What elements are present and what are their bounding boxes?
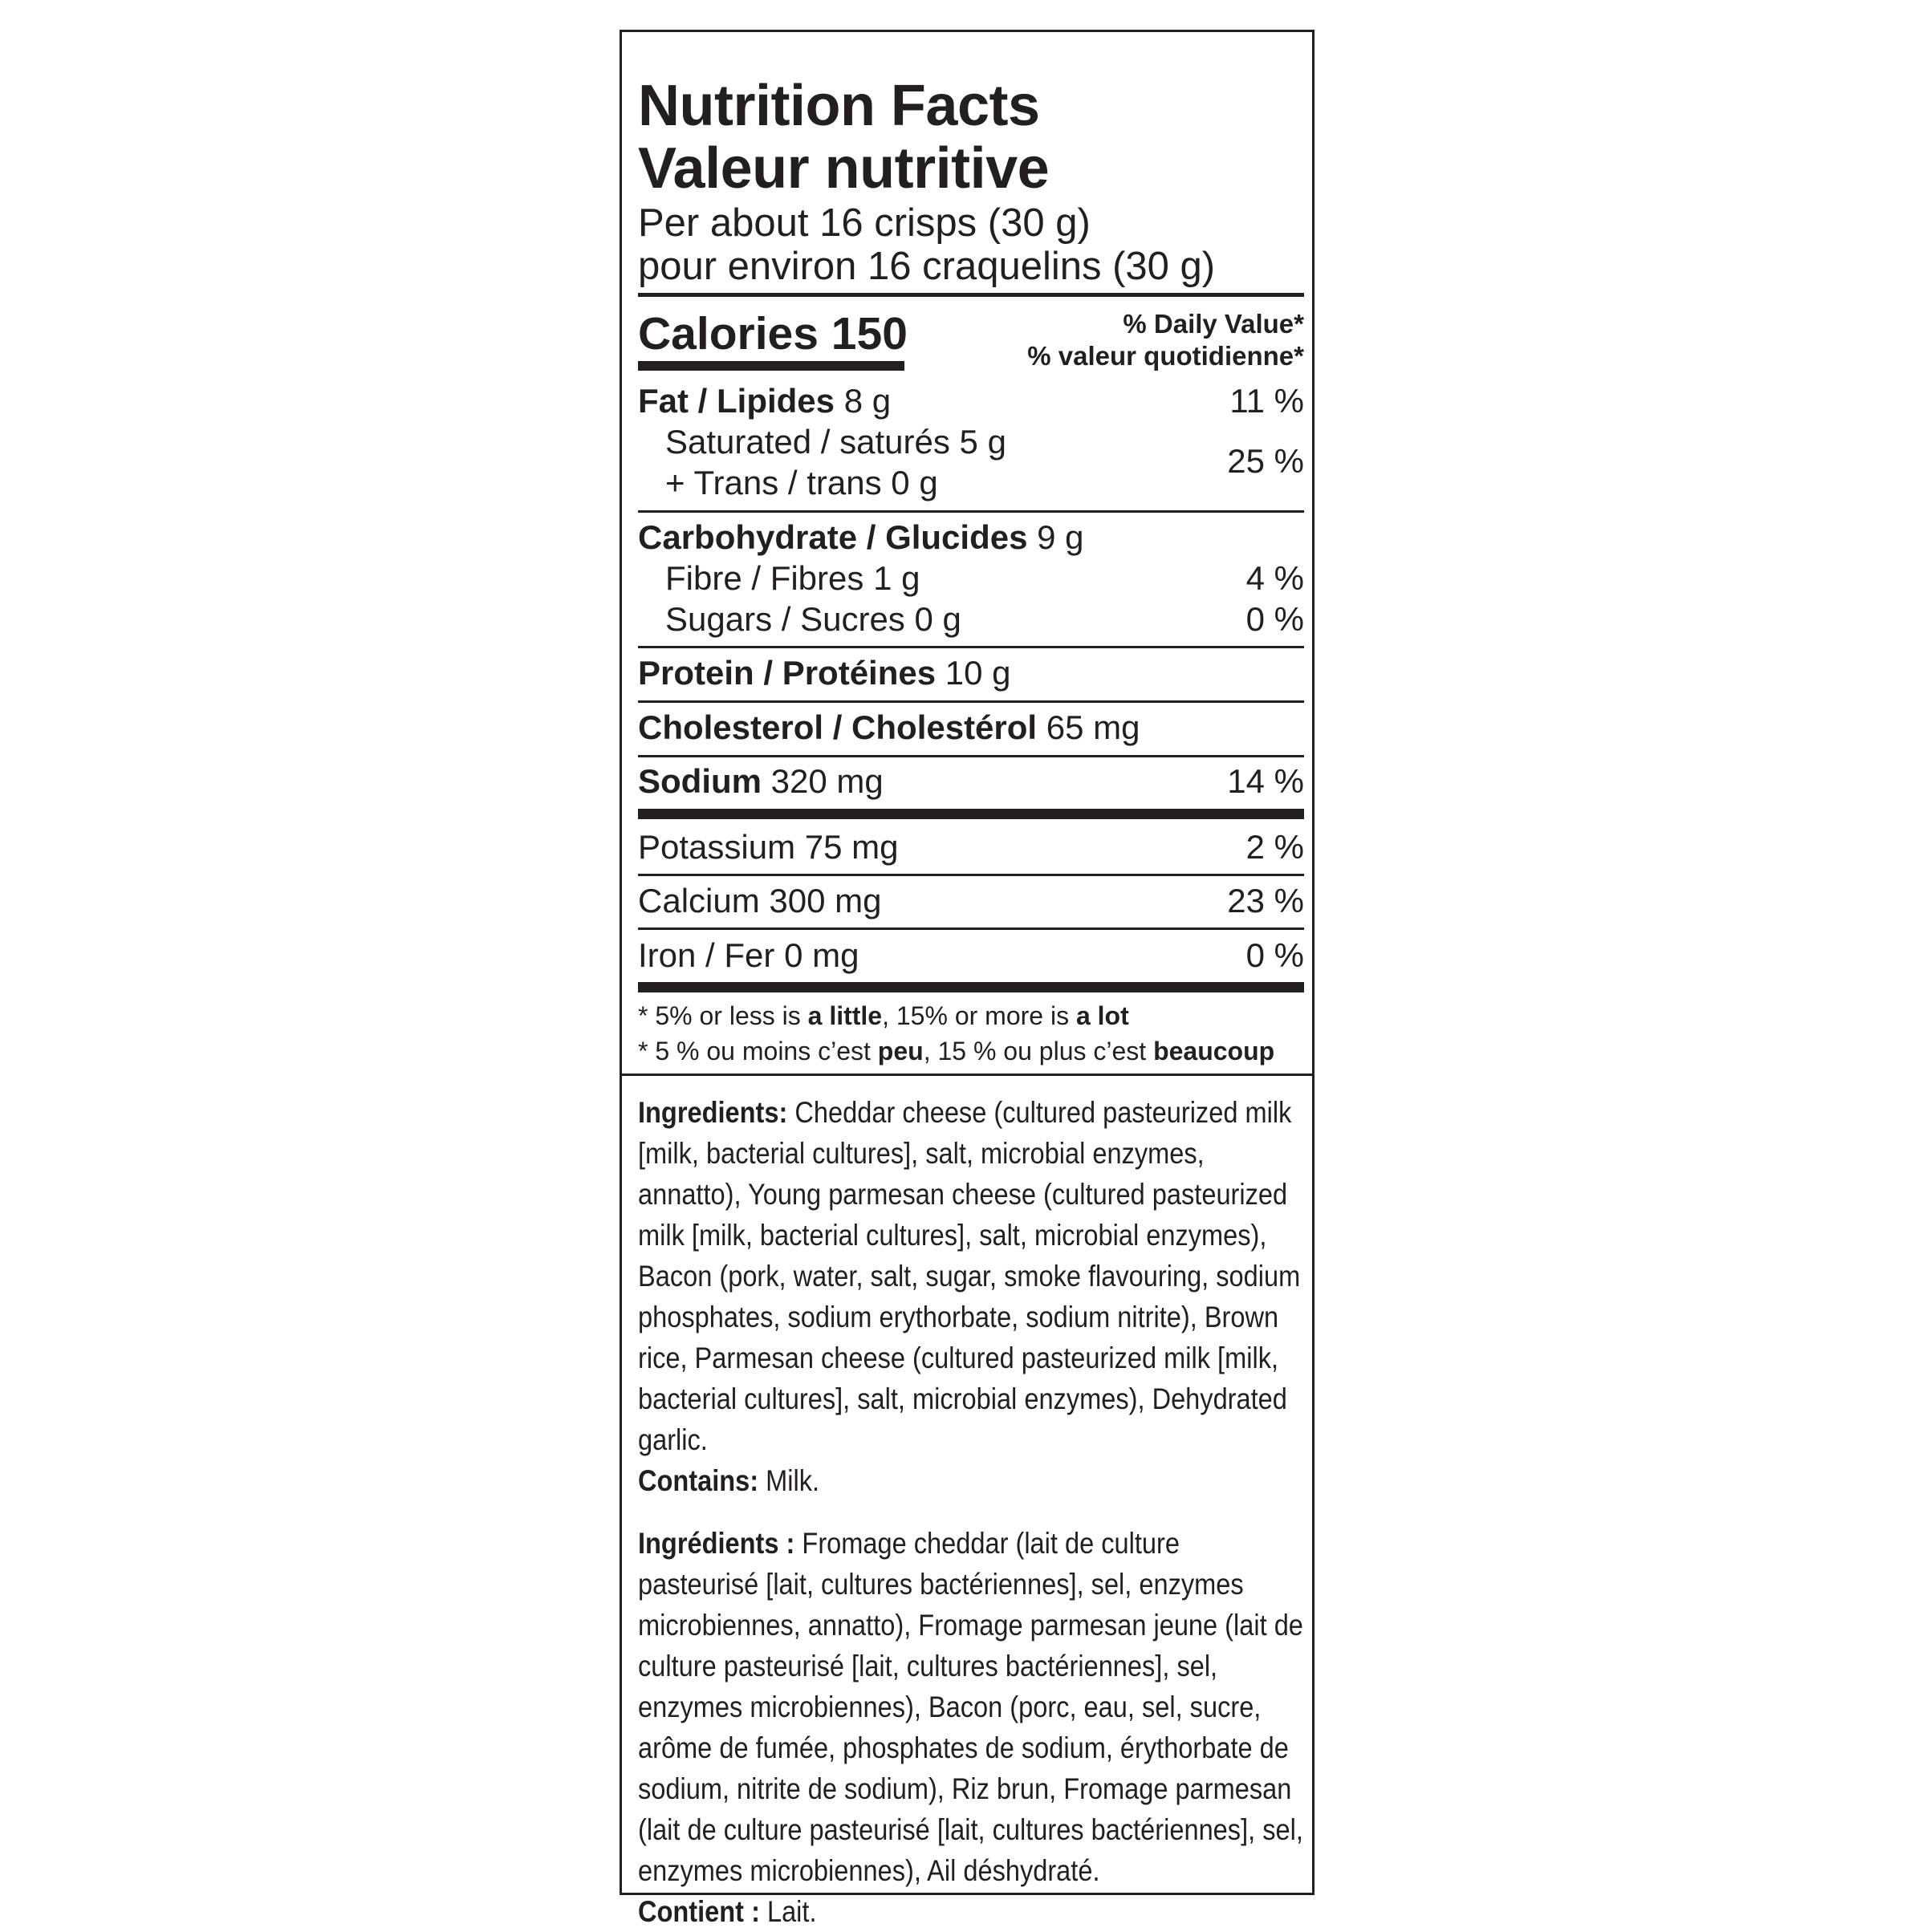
sodium-dv: 14 % <box>1227 762 1304 800</box>
ingredients-section <box>622 1074 1312 1928</box>
divider <box>638 874 1304 876</box>
saturated-label: Saturated / saturés <box>665 423 950 461</box>
sugars-amount: 0 g <box>914 600 961 638</box>
nutrient-row-protein <box>638 652 1304 694</box>
nutrient-row-cholesterol <box>638 707 1304 749</box>
trans-label: + Trans / trans <box>665 464 882 501</box>
daily-value-header-fr: % valeur quotidienne* <box>1027 341 1304 371</box>
contains-en-text: Milk. <box>758 1464 820 1497</box>
calories-value: 150 <box>831 308 908 359</box>
sodium-label: Sodium <box>638 762 762 800</box>
protein-amount: 10 g <box>945 654 1011 692</box>
divider <box>638 755 1304 757</box>
nutrient-row-potassium <box>638 826 1304 868</box>
trans-amount: 0 g <box>891 464 938 501</box>
divider <box>638 510 1304 513</box>
footnote-fr: * 5 % ou moins c’est peu, 15 % ou plus c’est beaucoup <box>638 1037 1275 1065</box>
contains-en-label: Contains: <box>638 1464 759 1497</box>
contains-fr-text: Lait. <box>759 1895 817 1928</box>
serving-size-en: Per about 16 crisps (30 g) <box>638 201 1091 245</box>
nutrition-facts-table <box>638 32 1304 1045</box>
fat-label: Fat / Lipides <box>638 382 835 420</box>
ingredients-fr-label: Ingrédients : <box>638 1527 795 1560</box>
nutrient-row-fibre <box>638 558 1304 599</box>
ingredients-en <box>638 1092 1304 1501</box>
potassium-amount: 75 mg <box>804 828 899 866</box>
iron-dv: 0 % <box>1245 936 1304 974</box>
serving-size-fr: pour environ 16 craquelins (30 g) <box>638 245 1216 288</box>
fibre-label: Fibre / Fibres <box>665 559 864 597</box>
cholesterol-amount: 65 mg <box>1046 708 1140 746</box>
divider <box>638 927 1304 930</box>
divider-thick <box>638 809 1304 819</box>
nutrition-label <box>620 30 1314 1928</box>
title-en: Nutrition Facts <box>638 74 1040 138</box>
saturated-amount: 5 g <box>959 423 1006 461</box>
saturated-trans-dv-row <box>638 440 1304 482</box>
protein-label: Protein / Protéines <box>638 654 937 692</box>
potassium-label: Potassium <box>638 828 796 866</box>
carbohydrate-amount: 9 g <box>1037 518 1084 556</box>
divider <box>638 646 1304 648</box>
sodium-amount: 320 mg <box>770 762 884 800</box>
title-fr: Valeur nutritive <box>638 136 1050 201</box>
potassium-dv: 2 % <box>1245 828 1304 866</box>
calories-underline <box>638 361 904 371</box>
calcium-dv: 23 % <box>1227 882 1304 919</box>
iron-amount: 0 mg <box>784 936 859 974</box>
iron-label: Iron / Fer <box>638 936 775 974</box>
fat-dv: 11 % <box>1229 382 1304 420</box>
divider <box>638 700 1304 703</box>
ingredients-en-label: Ingredients: <box>638 1096 788 1129</box>
nutrient-row-carbohydrate <box>638 517 1304 558</box>
divider-thick <box>638 982 1304 992</box>
contains-fr-label: Contient : <box>638 1895 760 1928</box>
daily-value-header-en: % Daily Value* <box>1123 309 1304 339</box>
calcium-label: Calcium <box>638 882 760 919</box>
sugars-dv: 0 % <box>1245 600 1304 638</box>
ingredients-en-text: Cheddar cheese (cultured pasteurized milk [milk, bacterial cultures], salt, microbial enzymes, annatto), Young parmesan cheese (cultured pasteurized milk [milk, bacterial cultures], salt, microbial enzymes), Bacon (pork, water, salt, sugar, smoke flavouring, sodium phosphates, sodium erythorbate, sodium nitrite), Brown rice, Parmesan cheese (cultured pasteurized milk [milk, bacterial cultures], salt, microbial enzymes), Dehydrated garlic. <box>638 1096 1301 1456</box>
calories <box>638 308 908 359</box>
divider-thick <box>638 293 1304 297</box>
cholesterol-label: Cholesterol / Cholestérol <box>638 708 1038 746</box>
nutrient-row-iron <box>638 935 1304 976</box>
calories-label: Calories <box>638 308 819 359</box>
fibre-dv: 4 % <box>1245 559 1304 597</box>
carbohydrate-label: Carbohydrate / Glucides <box>638 518 1028 556</box>
sugars-label: Sugars / Sucres <box>665 600 905 638</box>
nutrient-row-calcium <box>638 880 1304 922</box>
ingredients-fr <box>638 1523 1304 1932</box>
saturated-trans-dv: 25 % <box>1227 442 1304 480</box>
fat-amount: 8 g <box>843 382 892 420</box>
nutrient-row-sodium <box>638 761 1304 802</box>
fibre-amount: 1 g <box>873 559 920 597</box>
nutrient-row-fat <box>638 380 1304 422</box>
nutrient-row-sugars <box>638 599 1304 640</box>
calcium-amount: 300 mg <box>769 882 882 919</box>
footnote-en: * 5% or less is a little, 15% or more is a lot <box>638 1001 1129 1030</box>
ingredients-fr-text: Fromage cheddar (lait de culture pasteurisé [lait, cultures bactériennes], sel, enzymes microbiennes, annatto), Fromage parmesan jeune (lait de culture pasteurisé [lait, cultures bactériennes], sel, enzymes microbiennes), Bacon (porc, eau, sel, sucre, arôme de fumée, phosphates de sodium, érythorbate de sodium, nitrite de sodium), Riz brun, Fromage parmesan (lait de culture pasteurisé [lait, cultures bactériennes], sel, enzymes microbiennes), Ail déshydraté. <box>638 1527 1303 1887</box>
